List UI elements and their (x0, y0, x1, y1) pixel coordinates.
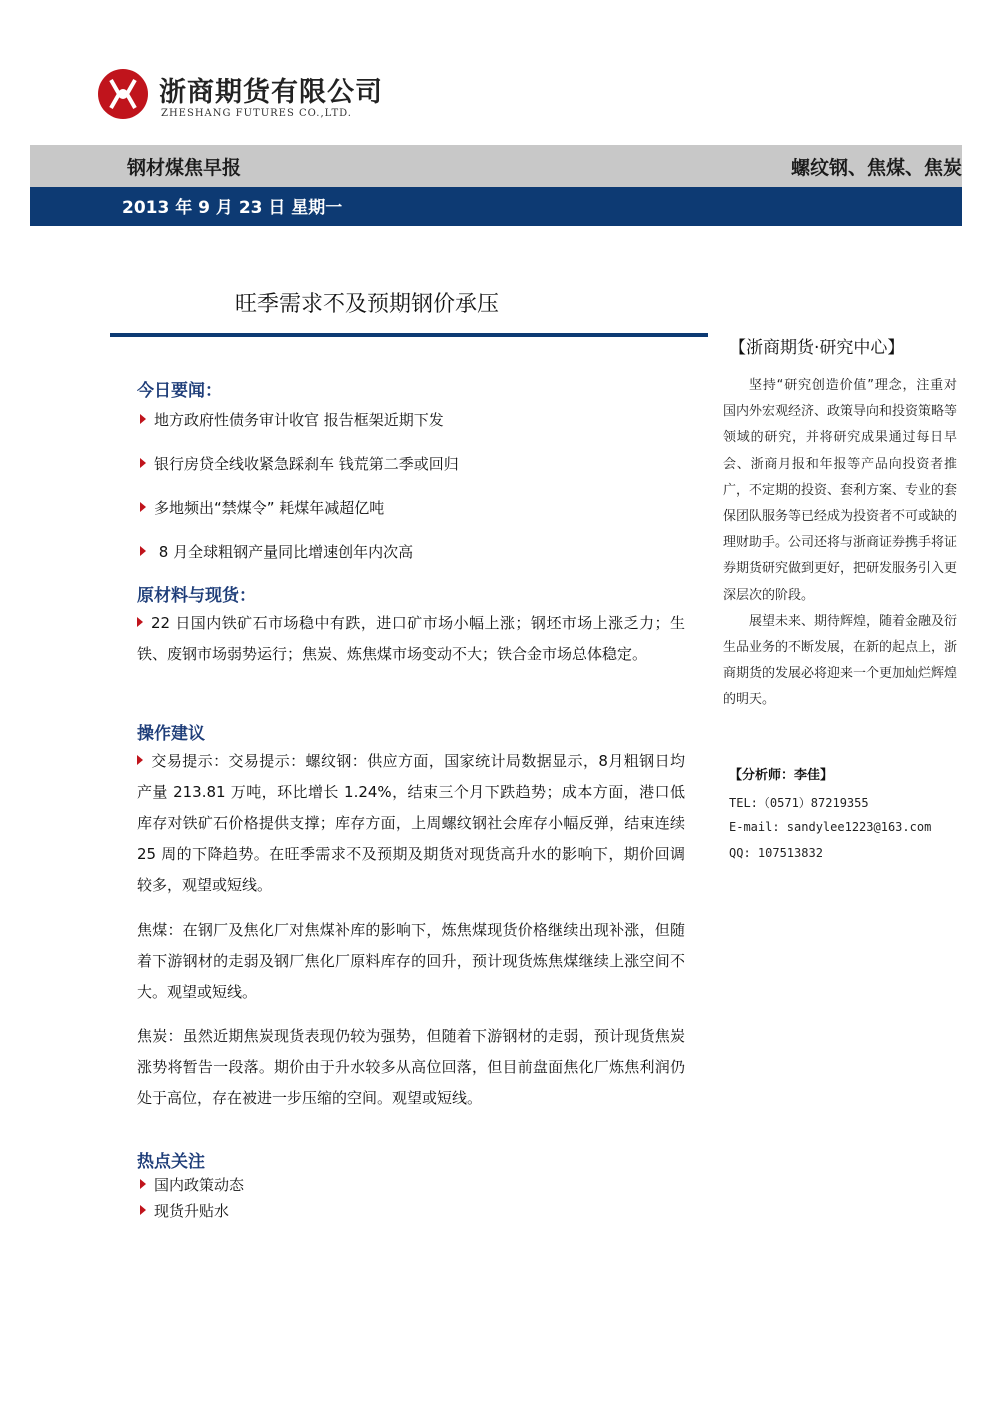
news-item-text: 多地频出“禁煤令” 耗煤年减超亿吨 (154, 499, 385, 517)
analyst-email[interactable]: E-mail: sandylee1223@163.com (729, 820, 932, 834)
news-item-text: 银行房贷全线收紧急踩刹车 钱荒第二季或回归 (154, 455, 459, 473)
news-item (140, 453, 459, 474)
bullet-arrow-icon (140, 502, 146, 512)
headline-divider (110, 333, 708, 337)
advice-rebar (137, 746, 685, 901)
advice-rebar-text: 交易提示：交易提示：螺纹钢：供应方面，国家统计局数据显示，8月粗钢日均产量 213.81 万吨，环比增长 1.24%，结束三个月下跌趋势；成本方面，港口低库存对铁矿石价格提供支撑；库存方面，上周螺纹钢社会库存小幅反弹，结束连续 25 周的下降趋势。在旺季需求不及预期及期货对现货高升水的影响下，期价回调较多，观望或短线。 (137, 752, 685, 894)
company-logo (97, 68, 387, 128)
advice-heading: 操作建议 (137, 724, 205, 744)
hot-heading: 热点关注 (137, 1152, 205, 1172)
advice-coking-coal (137, 915, 685, 1008)
bullet-arrow-icon (140, 1179, 146, 1189)
hot-item-text: 国内政策动态 (154, 1176, 245, 1194)
sidebar-paragraph: 坚持“研究创造价值”理念，注重对国内外宏观经济、政策导向和投资策略等领域的研究，并将研究成果通过每日早会、浙商月报和年报等产品向投资者推广，不定期的投资、套利方案、专业的套保团队服务等已经成为投资者不可或缺的理财助手。公司还将与浙商证券携手将证券期货研究做到更好，把研发服务引入更深层次的阶段。 (723, 378, 958, 603)
materials-heading: 原材料与现货： (137, 586, 256, 606)
news-item (140, 409, 444, 430)
bullet-arrow-icon (137, 755, 143, 765)
news-heading: 今日要闻： (137, 381, 222, 401)
advice-coking-coal-text: 焦煤：在钢厂及焦化厂对焦煤补库的影响下，炼焦煤现货价格继续出现补涨，但随着下游钢材的走弱及钢厂焦化厂原料库存的回升，预计现货炼焦煤继续上涨空间不大。观望或短线。 (137, 921, 685, 1001)
news-item-text: 8 月全球粗钢产量同比增速创年内次高 (154, 543, 414, 561)
news-item (140, 497, 384, 518)
sidebar-heading: 【浙商期货·研究中心】 (729, 338, 905, 358)
company-name-en: ZHESHANG FUTURES CO.,LTD. (161, 108, 352, 119)
sidebar-intro (723, 373, 957, 714)
advice-coke-text: 焦炭：虽然近期焦炭现货表现仍较为强势，但随着下游钢材的走弱，预计现货焦炭涨势将暂告一段落。期价由于升水较多从高位回落，但目前盘面焦化厂炼焦利润仍处于高位，存在被进一步压缩的空间。观望或短线。 (137, 1027, 685, 1107)
analyst-phone: TEL:（0571）87219355 (729, 796, 869, 810)
analyst-qq: QQ: 107513832 (729, 846, 823, 860)
report-title-band (30, 145, 962, 187)
materials-text (137, 608, 685, 670)
hot-item (140, 1200, 229, 1221)
headline: 旺季需求不及预期钢价承压 (235, 292, 500, 317)
bullet-arrow-icon (140, 414, 146, 424)
bullet-arrow-icon (137, 617, 143, 627)
news-item (140, 541, 413, 562)
hot-item (140, 1174, 244, 1195)
bullet-arrow-icon (140, 1205, 146, 1215)
news-item-text: 地方政府性债务审计收官 报告框架近期下发 (154, 411, 444, 429)
company-name-cn: 浙商期货有限公司 (159, 77, 383, 108)
sidebar-paragraph: 展望未来、期待辉煌，随着金融及衍生品业务的不断发展，在新的起点上，浙商期货的发展必将迎来一个更加灿烂辉煌的明天。 (723, 613, 958, 708)
hot-item-text: 现货升贴水 (154, 1202, 230, 1220)
product-list: 螺纹钢、焦煤、焦炭 (790, 157, 962, 179)
bullet-arrow-icon (140, 546, 146, 556)
analyst-name: 【分析师：李佳】 (729, 768, 834, 783)
report-date: 2013 年 9 月 23 日 星期一 (122, 198, 343, 218)
bullet-arrow-icon (140, 458, 146, 468)
date-band (30, 187, 962, 226)
advice-coke (137, 1021, 685, 1114)
report-title: 钢材煤焦早报 (127, 157, 242, 179)
company-emblem-icon (97, 68, 149, 120)
materials-paragraph: 22 日国内铁矿石市场稳中有跌，进口矿市场小幅上涨；钢坯市场上涨乏力；生铁、废钢市场弱势运行；焦炭、炼焦煤市场变动不大；铁合金市场总体稳定。 (137, 614, 685, 663)
